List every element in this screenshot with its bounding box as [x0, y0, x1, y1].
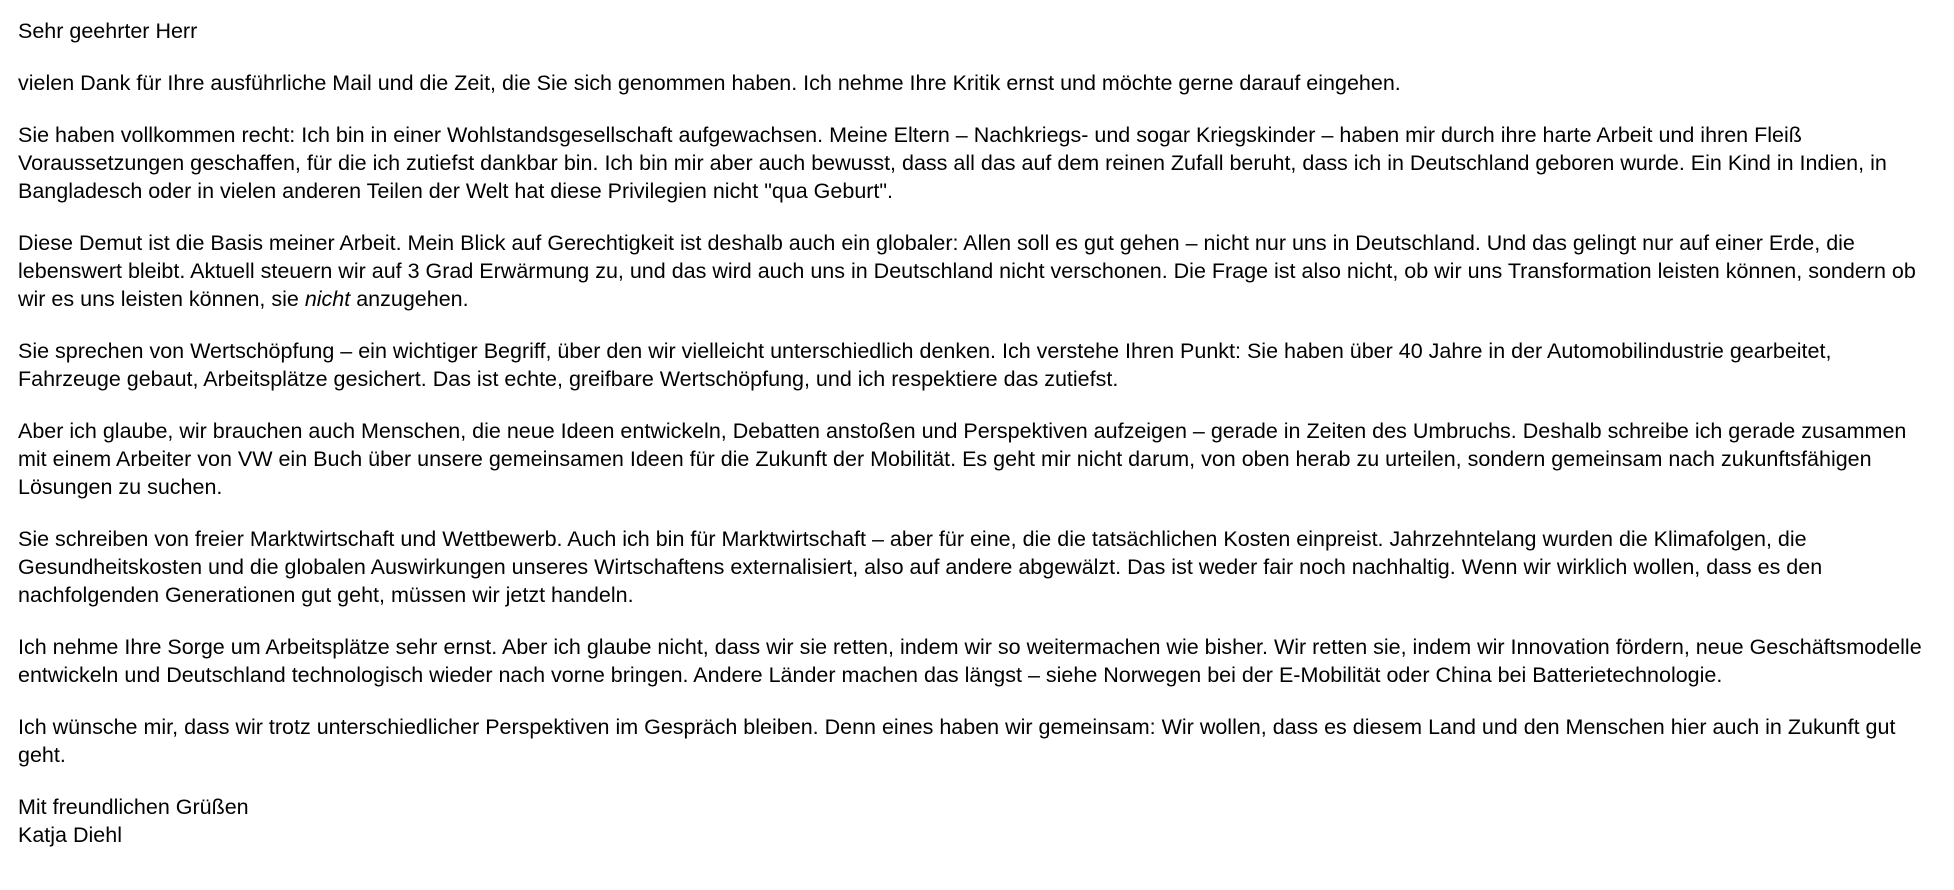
paragraph-justice-text: Diese Demut ist die Basis meiner Arbeit. Mein Blick auf Gerechtigkeit ist deshalb auch ein globaler: Allen soll es gut gehen – nicht nur uns in Deutschland. Und das gelingt nur auf einer Erde, die lebenswert bleibt. Aktuell steuern wir auf 3 Grad Erwärmung zu, und das wird auch uns in Deutschland nicht verschonen. Die Frage ist also nicht, ob wir uns Transformation leisten können, sondern ob wir es uns leisten können, sie [18, 231, 1916, 311]
closing-block [18, 793, 1938, 849]
letter-body [18, 17, 1938, 849]
paragraph-privilege: Sie haben vollkommen recht: Ich bin in einer Wohlstandsgesellschaft aufgewachsen. Meine Eltern – Nachkriegs- und sogar Kriegskinder – haben mir durch ihre harte Arbeit und ihren Fleiß Voraussetzungen geschaffen, für die ich zutiefst dankbar bin. Ich bin mir aber auch bewusst, dass all das auf dem reinen Zufall beruht, dass ich in Deutschland geboren wurde. Ein Kind in Indien, in Bangladesch oder in vielen anderen Teilen der Welt hat diese Privilegien nicht "qua Geburt". [18, 123, 1887, 203]
paragraph-value-creation: Sie sprechen von Wertschöpfung – ein wichtiger Begriff, über den wir vielleicht unterschiedlich denken. Ich verstehe Ihren Punkt: Sie haben über 40 Jahre in der Automobilindustrie gearbeitet, Fahrzeuge gebaut, Arbeitsplätze gesichert. Das ist echte, greifbare Wertschöpfung, und ich respektiere das zutiefst. [18, 339, 1832, 391]
salutation: Sehr geehrter Herr [18, 19, 198, 43]
paragraph-justice-ending: anzugehen. [350, 287, 469, 311]
paragraph-jobs: Ich nehme Ihre Sorge um Arbeitsplätze sehr ernst. Aber ich glaube nicht, dass wir sie retten, indem wir so weitermachen wie bisher. Wir retten sie, indem wir Innovation fördern, neue Geschäftsmodelle entwickeln und Deutschland technologisch wieder nach vorne bringen. Andere Länder machen das längst – siehe Norwegen bei der E-Mobilität oder China bei Batterietechnologie. [18, 635, 1922, 687]
paragraph-dialogue: Ich wünsche mir, dass wir trotz unterschiedlicher Perspektiven im Gespräch bleiben. Denn eines haben wir gemeinsam: Wir wollen, dass es diesem Land und den Menschen hier auch in Zukunft gut geht. [18, 715, 1896, 767]
paragraph-thanks: vielen Dank für Ihre ausführliche Mail und die Zeit, die Sie sich genommen haben. Ich nehme Ihre Kritik ernst und möchte gerne darauf eingehen. [18, 71, 1401, 95]
closing-greeting: Mit freundlichen Grüßen [18, 795, 249, 819]
paragraph-new-ideas: Aber ich glaube, wir brauchen auch Menschen, die neue Ideen entwickeln, Debatten anstoßen und Perspektiven aufzeigen – gerade in Zeiten des Umbruchs. Deshalb schreibe ich gerade zusammen mit einem Arbeiter von VW ein Buch über unsere gemeinsamen Ideen für die Zukunft der Mobilität. Es geht mir nicht darum, von oben herab zu urteilen, sondern gemeinsam nach zukunftsfähigen Lösungen zu suchen. [18, 419, 1907, 499]
paragraph-justice [18, 229, 1938, 313]
signature: Katja Diehl [18, 823, 122, 847]
paragraph-market-economy: Sie schreiben von freier Marktwirtschaft und Wettbewerb. Auch ich bin für Marktwirtschaft – aber für eine, die die tatsächlichen Kosten einpreist. Jahrzehntelang wurden die Klimafolgen, die Gesundheitskosten und die globalen Auswirkungen unseres Wirtschaftens externalisiert, also auf andere abgewälzt. Das ist weder fair noch nachhaltig. Wenn wir wirklich wollen, dass es den nachfolgenden Generationen gut geht, müssen wir jetzt handeln. [18, 527, 1823, 607]
emphasis-nicht: nicht [304, 287, 351, 311]
